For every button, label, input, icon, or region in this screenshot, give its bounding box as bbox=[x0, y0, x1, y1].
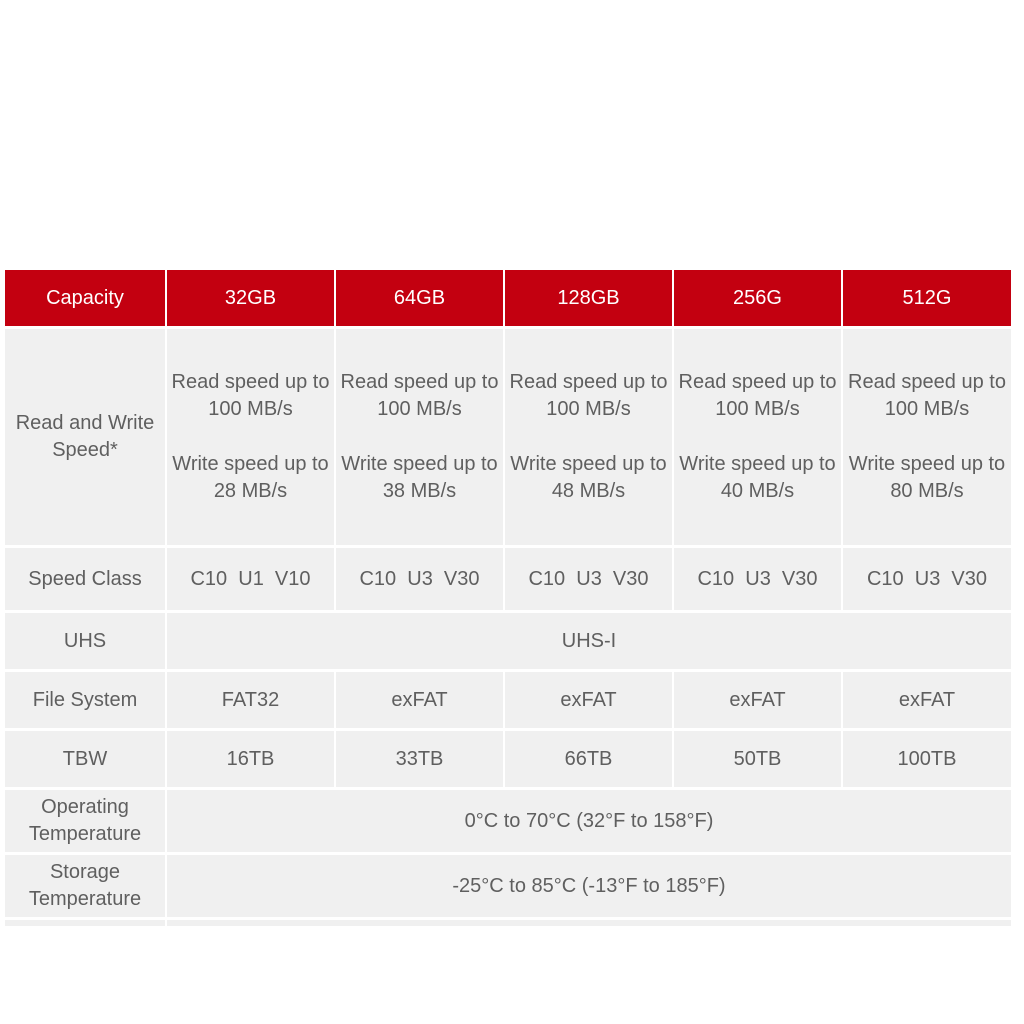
read-prefix: Read speed up to bbox=[848, 371, 1006, 393]
row-label-read-write-speed bbox=[5, 329, 165, 545]
file-system-512g: exFAT bbox=[843, 672, 1011, 728]
read-prefix: Read speed up to bbox=[171, 371, 330, 393]
trailing-row-value bbox=[167, 920, 1011, 926]
tbw-256g: 50TB bbox=[674, 731, 841, 787]
write-value: 48 MB/s bbox=[551, 480, 626, 502]
write-prefix: Write speed up to bbox=[848, 453, 1006, 475]
speed-cell-256g bbox=[674, 329, 841, 545]
header-capacity-128gb: 128GB bbox=[505, 270, 672, 326]
row-label-tbw: TBW bbox=[5, 731, 165, 787]
header-capacity-256g: 256G bbox=[674, 270, 841, 326]
speed-cell-32gb bbox=[167, 329, 334, 545]
speed-class-128gb: C10 U3 V30 bbox=[505, 548, 672, 610]
tbw-64gb: 33TB bbox=[336, 731, 503, 787]
storage-label-line1: Storage bbox=[49, 861, 121, 883]
speed-class-32gb: C10 U1 V10 bbox=[167, 548, 334, 610]
speed-cell-512g bbox=[843, 329, 1011, 545]
speed-cell-64gb bbox=[336, 329, 503, 545]
uhs-value: UHS-I bbox=[167, 613, 1011, 669]
write-value: 40 MB/s bbox=[720, 480, 795, 502]
read-write-label-line2: Speed* bbox=[52, 439, 118, 461]
tbw-32gb: 16TB bbox=[167, 731, 334, 787]
header-capacity-label: Capacity bbox=[5, 270, 165, 326]
header-capacity-64gb: 64GB bbox=[336, 270, 503, 326]
file-system-32gb: FAT32 bbox=[167, 672, 334, 728]
row-label-speed-class: Speed Class bbox=[5, 548, 165, 610]
storage-label-line2: Temperature bbox=[28, 888, 142, 910]
write-prefix: Write speed up to bbox=[510, 453, 667, 475]
file-system-64gb: exFAT bbox=[336, 672, 503, 728]
write-prefix: Write speed up to bbox=[172, 453, 329, 475]
tbw-128gb: 66TB bbox=[505, 731, 672, 787]
header-capacity-512g: 512G bbox=[843, 270, 1011, 326]
trailing-row-label bbox=[5, 920, 165, 926]
row-label-storage-temperature bbox=[5, 855, 165, 917]
speed-class-256g: C10 U3 V30 bbox=[674, 548, 841, 610]
operating-label-line1: Operating bbox=[41, 796, 129, 818]
read-prefix: Read speed up to bbox=[678, 371, 837, 393]
read-write-label-line1: Read and Write bbox=[15, 412, 155, 434]
write-prefix: Write speed up to bbox=[341, 453, 498, 475]
operating-temperature-value: 0°C to 70°C (32°F to 158°F) bbox=[167, 790, 1011, 852]
row-label-file-system: File System bbox=[5, 672, 165, 728]
speed-class-512g: C10 U3 V30 bbox=[843, 548, 1011, 610]
row-label-uhs: UHS bbox=[5, 613, 165, 669]
operating-label-line2: Temperature bbox=[28, 823, 142, 845]
write-value: 38 MB/s bbox=[382, 480, 457, 502]
speed-class-64gb: C10 U3 V30 bbox=[336, 548, 503, 610]
read-value: 100 MB/s bbox=[546, 398, 631, 420]
row-label-operating-temperature bbox=[5, 790, 165, 852]
spec-table bbox=[5, 270, 1011, 926]
read-value: 100 MB/s bbox=[377, 398, 462, 420]
file-system-128gb: exFAT bbox=[505, 672, 672, 728]
tbw-512g: 100TB bbox=[843, 731, 1011, 787]
speed-cell-128gb bbox=[505, 329, 672, 545]
storage-temperature-value: -25°C to 85°C (-13°F to 185°F) bbox=[167, 855, 1011, 917]
write-value: 80 MB/s bbox=[890, 480, 964, 502]
read-prefix: Read speed up to bbox=[509, 371, 668, 393]
read-value: 100 MB/s bbox=[208, 398, 293, 420]
write-value: 28 MB/s bbox=[213, 480, 288, 502]
read-prefix: Read speed up to bbox=[340, 371, 499, 393]
header-capacity-32gb: 32GB bbox=[167, 270, 334, 326]
write-prefix: Write speed up to bbox=[679, 453, 836, 475]
file-system-256g: exFAT bbox=[674, 672, 841, 728]
read-value: 100 MB/s bbox=[884, 398, 970, 420]
read-value: 100 MB/s bbox=[715, 398, 800, 420]
